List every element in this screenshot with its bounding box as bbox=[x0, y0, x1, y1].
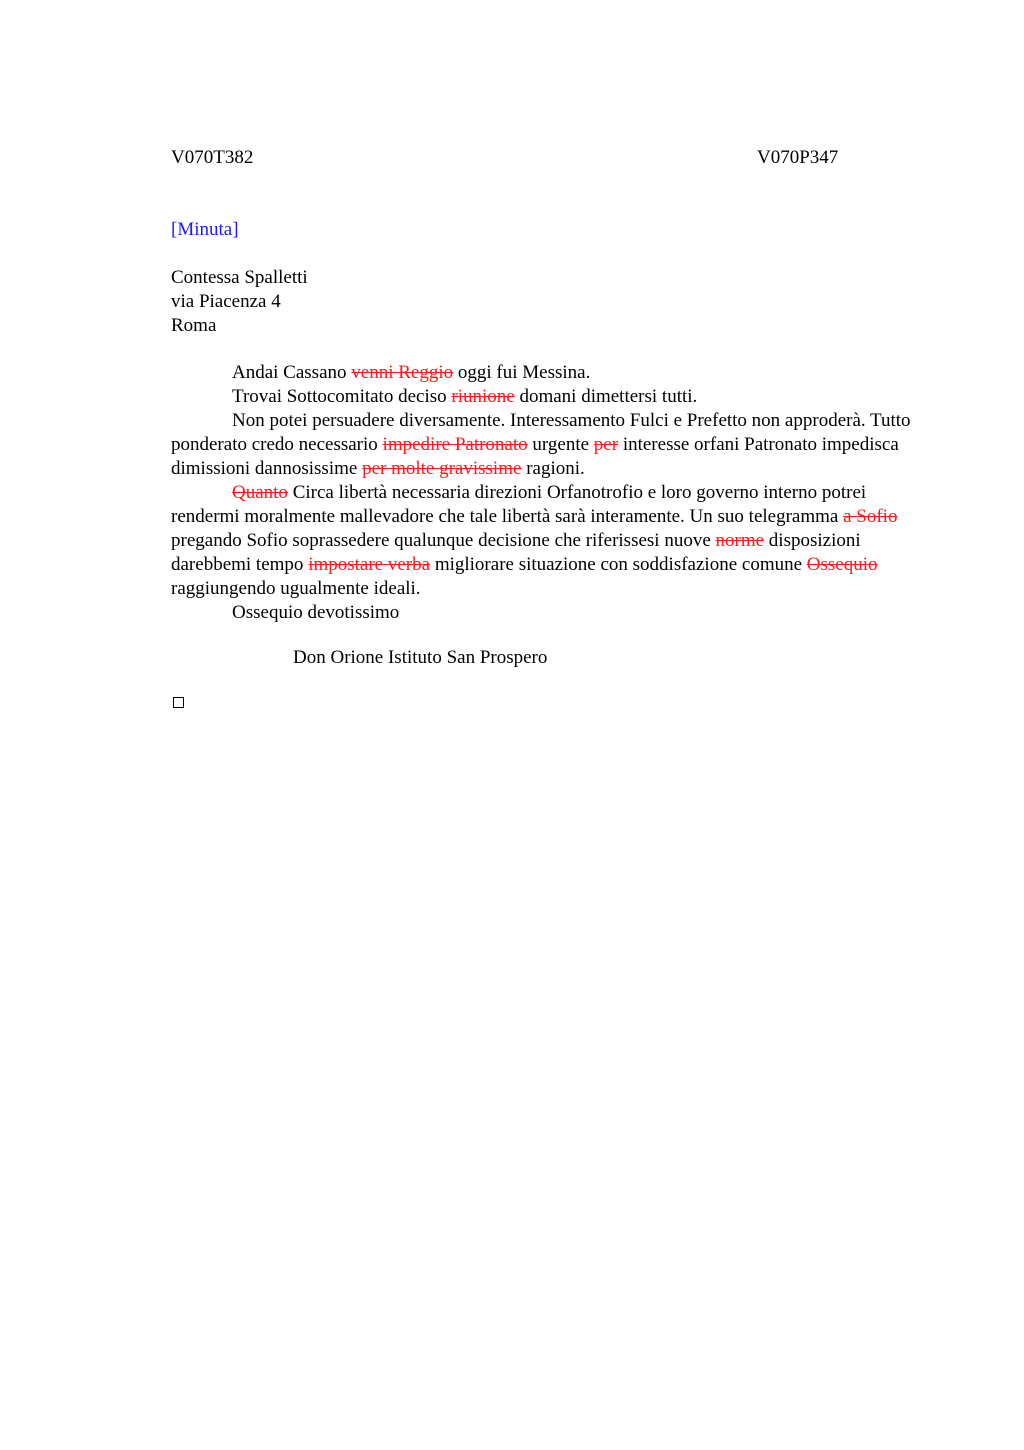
letter-paragraph bbox=[171, 409, 931, 481]
signature: Don Orione Istituto San Prospero bbox=[293, 647, 548, 668]
address-line-city: Roma bbox=[171, 315, 217, 336]
deleted-text: impostare verba bbox=[308, 554, 431, 575]
deleted-text: per molte gravissime bbox=[362, 458, 522, 479]
address-line-street: via Piacenza 4 bbox=[171, 291, 281, 312]
address-line-name: Contessa Spalletti bbox=[171, 267, 308, 288]
text-run: interesse orfani Patronato impedisca dimissioni dannosissime bbox=[171, 434, 899, 479]
letter-paragraph bbox=[171, 601, 931, 625]
minuta-label: [Minuta] bbox=[171, 219, 239, 240]
text-run: Circa libertà necessaria direzioni Orfanotrofio e loro governo interno potrei rendermi moralmente mallevadore che tale libertà sarà interamente. Un suo telegramma bbox=[171, 482, 867, 527]
deleted-text: impedire Patronato bbox=[382, 434, 528, 455]
text-run: raggiungendo ugualmente ideali. bbox=[171, 578, 421, 599]
letter-paragraph bbox=[171, 481, 931, 601]
text-run: disposizioni darebbemi tempo bbox=[171, 530, 861, 575]
text-run: Non potei persuadere diversamente. Interessamento Fulci e Prefetto non approderà. Tutto ponderato credo necessario bbox=[171, 410, 911, 455]
text-run: domani dimettersi tutti. bbox=[514, 386, 698, 407]
deleted-text: norme bbox=[715, 530, 765, 551]
text-run: pregando Sofio soprassedere qualunque decisione che riferissesi nuove bbox=[171, 530, 716, 551]
checkbox-square-icon bbox=[173, 697, 184, 708]
deleted-text: riunione bbox=[451, 386, 515, 407]
deleted-text: Ossequio bbox=[806, 554, 878, 575]
text-run: Trovai Sottocomitato deciso bbox=[232, 386, 452, 407]
deleted-text: a Sofio bbox=[843, 506, 898, 527]
deleted-text: venni Reggio bbox=[351, 362, 454, 383]
text-run: Ossequio devotissimo bbox=[232, 602, 400, 623]
deleted-text: per bbox=[593, 434, 619, 455]
text-run: urgente bbox=[527, 434, 594, 455]
document-code-right: V070P347 bbox=[757, 147, 839, 168]
text-run: ragioni. bbox=[521, 458, 585, 479]
deleted-text: Quanto bbox=[232, 482, 288, 503]
document-code-left: V070T382 bbox=[171, 147, 254, 168]
recipient-address bbox=[171, 266, 308, 338]
letter-body bbox=[171, 361, 931, 625]
text-run: migliorare situazione con soddisfazione comune bbox=[430, 554, 807, 575]
text-run: oggi fui Messina. bbox=[453, 362, 591, 383]
letter-paragraph bbox=[171, 385, 931, 409]
text-run: Andai Cassano bbox=[232, 362, 352, 383]
letter-paragraph bbox=[171, 361, 931, 385]
